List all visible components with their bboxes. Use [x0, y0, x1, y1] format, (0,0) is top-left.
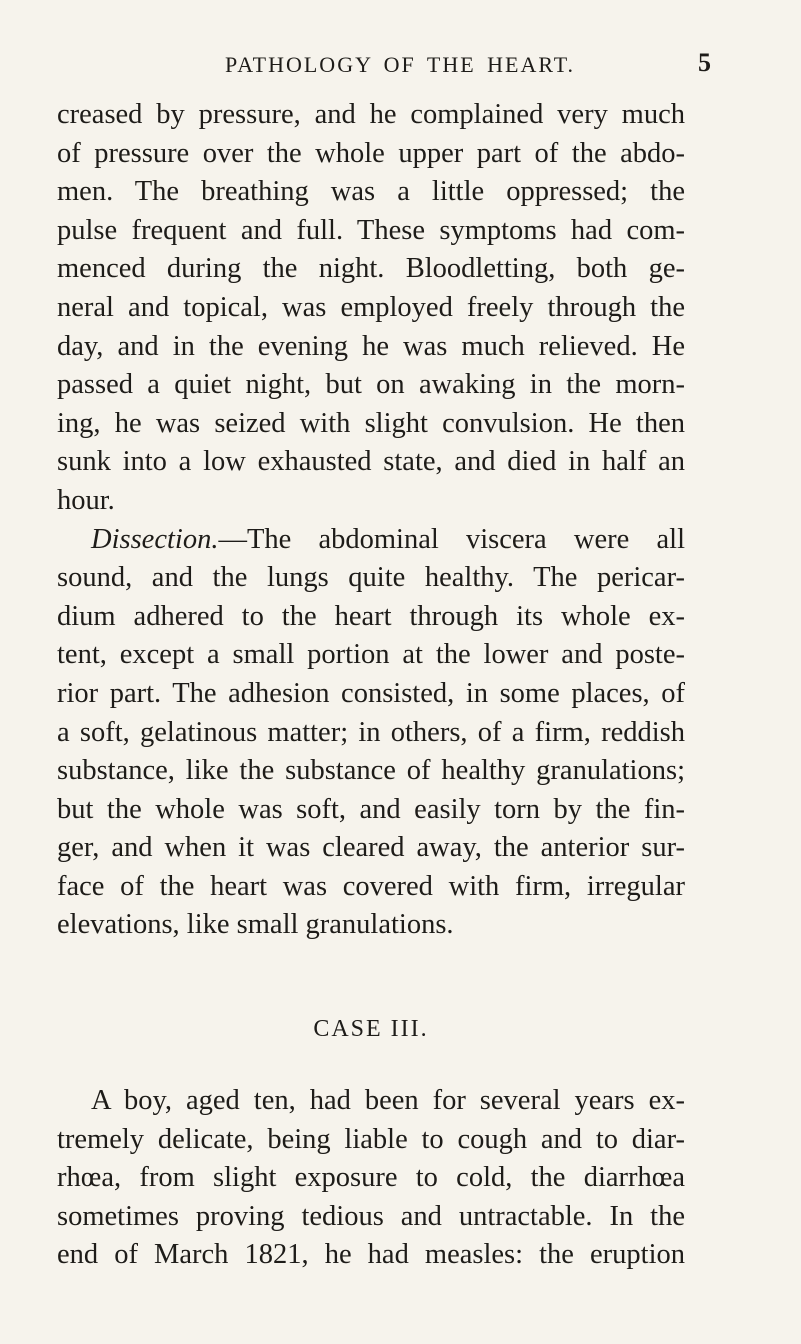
text-line: a soft, gelatinous matter; in others, of a firm, reddish [57, 716, 685, 748]
case-heading: CASE III. [313, 1016, 429, 1042]
case-three-text [57, 1082, 685, 1275]
text-line: sometimes proving tedious and untractable. In the [57, 1200, 685, 1232]
text-line: tent, except a small portion at the lower and poste- [57, 639, 685, 671]
page-number: 5 [698, 48, 711, 77]
text-line: sunk into a low exhausted state, and died in half an [57, 446, 685, 478]
text-line: face of the heart was covered with firm, irregular [57, 870, 685, 902]
text-line: creased by pressure, and he complained very much [57, 99, 685, 130]
text-line: neral and topical, was employed freely through the [57, 291, 685, 323]
dissection-lead-in: Dissection. [91, 523, 219, 555]
text-line: menced during the night. Bloodletting, both ge- [57, 253, 685, 285]
text-line: end of March 1821, he had measles: the eruption [57, 1239, 685, 1271]
text-line: A boy, aged ten, had been for several years ex- [91, 1085, 685, 1116]
text-line: sound, and the lungs quite healthy. The pericar- [57, 562, 685, 594]
dissection-first-line [57, 521, 685, 560]
text-line: rhœa, from slight exposure to cold, the diarrhœa [57, 1162, 685, 1194]
text-line: of pressure over the whole upper part of the abdo- [57, 137, 685, 169]
text-line: ing, he was seized with slight convulsion. He then [57, 407, 685, 439]
text-line: dium adhered to the heart through its whole ex- [57, 600, 685, 632]
text-line: rior part. The adhesion consisted, in some places, of [57, 677, 685, 709]
text-line: tremely delicate, being liable to cough and to diar- [57, 1123, 685, 1155]
case-narrative-text [57, 96, 685, 945]
text-line: day, and in the evening he was much relieved. He [57, 330, 685, 362]
text-line: passed a quiet night, but on awaking in the morn- [57, 369, 685, 401]
text-line: hour. [57, 484, 115, 516]
text-line: ger, and when it was cleared away, the anterior sur- [57, 832, 685, 864]
text-line: substance, like the substance of healthy granulations; [57, 755, 685, 787]
text-line: but the whole was soft, and easily torn by the fin- [57, 793, 685, 825]
dissection-first-line-rest: —The abdominal viscera were all [218, 523, 685, 555]
text-line: pulse frequent and full. These symptoms had com- [57, 214, 685, 246]
text-line: elevations, like small granulations. [57, 909, 454, 941]
text-line: men. The breathing was a little oppressed; the [57, 176, 685, 208]
running-head: PATHOLOGY OF THE HEART. [224, 52, 576, 77]
